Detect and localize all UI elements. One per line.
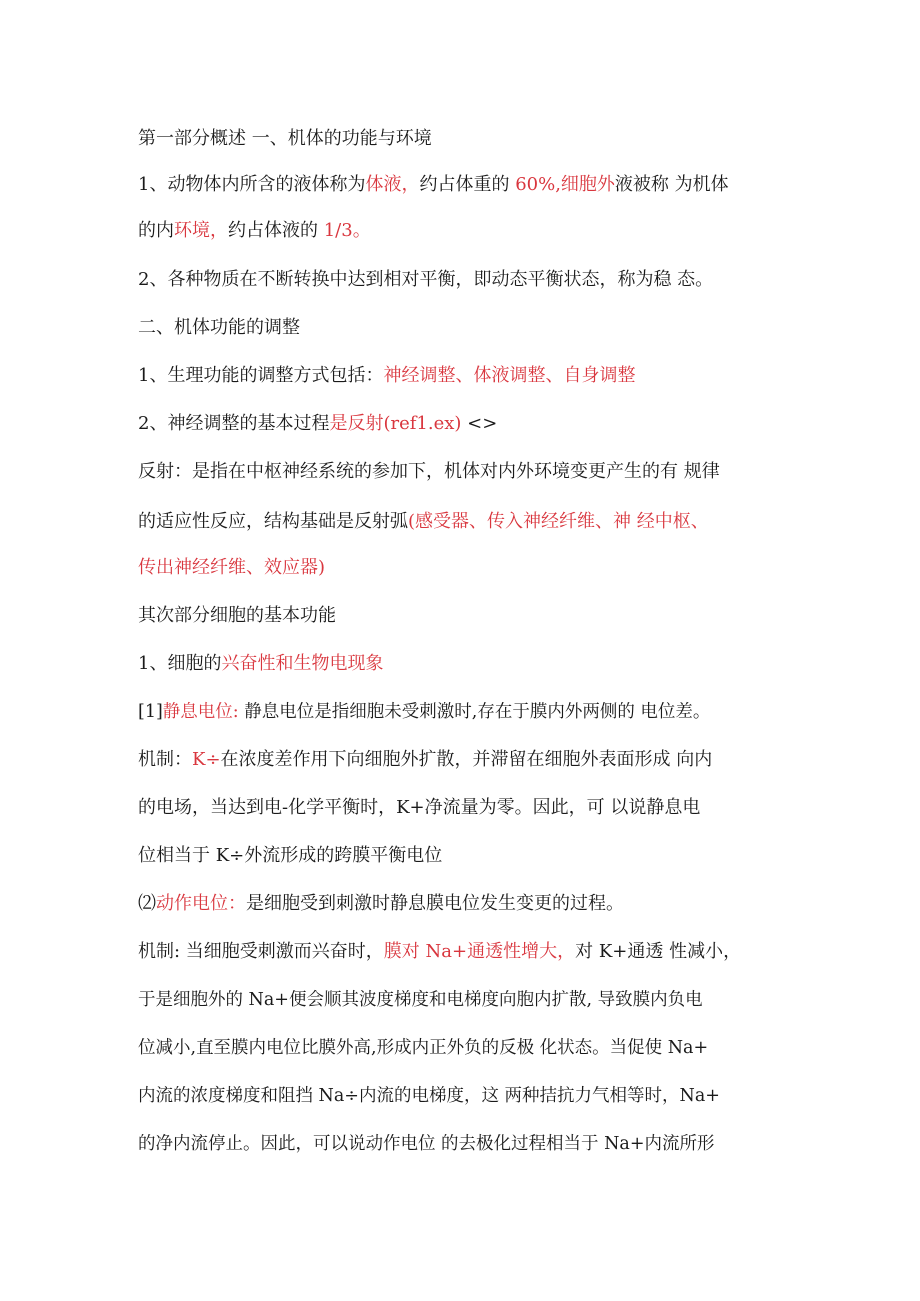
- paragraph-line: [138, 409, 788, 439]
- text-run: ⑵: [138, 893, 156, 914]
- paragraph-line: [138, 216, 788, 246]
- paragraph-line: [138, 889, 788, 919]
- highlight-term: 膜对 Na+通透性增大，: [383, 941, 576, 962]
- highlight-term: 是反射(ref1.ex): [329, 413, 462, 434]
- text-run: 约占体重的: [419, 174, 516, 195]
- heading-section-2: [138, 313, 788, 343]
- highlight-term: 体液，: [365, 174, 420, 195]
- text-run: 第一部分概述 一、机体的功能与环境: [138, 128, 432, 149]
- highlight-term: 传出神经纤维、效应器): [138, 557, 326, 578]
- text-run: 位相当于 K÷外流形成的跨膜平衡电位: [138, 845, 443, 866]
- paragraph-line: [138, 265, 788, 295]
- paragraph-line: [138, 841, 788, 871]
- text-run: 静息电位是指细胞未受刺激时,存在于膜内外两侧的 电位差。: [238, 702, 711, 722]
- text-run: 的适应性反应，结构基础是反射弧: [138, 511, 408, 532]
- paragraph-line: [138, 361, 788, 391]
- paragraph-line: [138, 697, 788, 727]
- text-run: 的内: [138, 220, 174, 241]
- text-run: 其次部分细胞的基本功能: [138, 605, 336, 626]
- text-run: 二、机体功能的调整: [138, 317, 300, 338]
- text-run: 反射：是指在中枢神经系统的参加下，机体对内外环境变更产生的有 规律: [138, 461, 720, 482]
- paragraph-line: [138, 985, 788, 1015]
- text-run: <>: [461, 413, 498, 434]
- text-run: 约占体液的: [228, 220, 324, 241]
- highlight-term: 静息电位:: [162, 702, 239, 722]
- highlight-term: 动作电位：: [156, 893, 246, 914]
- text-run: 对 K+通透 性减小，: [575, 941, 742, 962]
- text-run: 的电场，当达到电-化学平衡时，K+净流量为零。因此，可 以说静息电: [138, 797, 701, 818]
- highlight-term: 环境，: [174, 220, 228, 241]
- text-run: 1、动物体内所含的液体称为: [138, 174, 366, 195]
- heading-part1: [138, 124, 788, 154]
- text-run: 于是细胞外的 Na+便会顺其波度梯度和电梯度向胞内扩散, 导致膜内负电: [138, 990, 703, 1010]
- paragraph-line: [138, 649, 788, 679]
- text-run: [1]: [138, 702, 163, 722]
- heading-part2: [138, 601, 788, 631]
- highlight-term: 神经调整、体液调整、自身调整: [383, 365, 636, 386]
- text-run: 机制：: [138, 749, 192, 770]
- text-run: 是细胞受到刺激时静息膜电位发生变更的过程。: [246, 893, 624, 914]
- paragraph-line: [138, 457, 788, 487]
- highlight-term: 兴奋性和生物电现象: [221, 653, 384, 674]
- paragraph-line: [138, 170, 788, 200]
- paragraph-line: [138, 793, 788, 823]
- paragraph-line: [138, 1129, 788, 1159]
- paragraph-line: [138, 507, 788, 537]
- paragraph-line: [138, 553, 788, 583]
- paragraph-line: [138, 745, 788, 775]
- text-run: 2、各种物质在不断转换中达到相对平衡，即动态平衡状态，称为稳 态。: [138, 269, 714, 290]
- text-run: 内流的浓度梯度和阻挡 Na÷内流的电梯度，这 两种拮抗力气相等时，Na+: [138, 1086, 720, 1106]
- text-run: 2、神经调整的基本过程: [138, 413, 330, 434]
- highlight-term: 1/3。: [323, 220, 371, 241]
- highlight-term: 60%,细胞外: [515, 174, 615, 195]
- paragraph-line: [138, 937, 788, 967]
- text-run: 在浓度差作用下向细胞外扩散，并滞留在细胞外表面形成 向内: [220, 749, 713, 770]
- text-run: 1、细胞的: [138, 653, 222, 674]
- paragraph-line: [138, 1033, 788, 1063]
- highlight-term: K÷: [192, 749, 221, 770]
- paragraph-line: [138, 1081, 788, 1111]
- text-run: 位减小,直至膜内电位比膜外高,形成内正外负的反极 化状态。当促使 Na+: [138, 1038, 709, 1058]
- highlight-term: (感受器、传入神经纤维、神 经中枢、: [408, 511, 709, 532]
- text-run: 1、生理功能的调整方式包括：: [138, 365, 384, 386]
- text-run: 液被称 为机体: [614, 174, 729, 195]
- text-run: 的净内流停止。因此，可以说动作电位 的去极化过程相当于 Na+内流所形: [138, 1134, 715, 1154]
- text-run: 机制: 当细胞受刺激而兴奋时，: [138, 941, 384, 962]
